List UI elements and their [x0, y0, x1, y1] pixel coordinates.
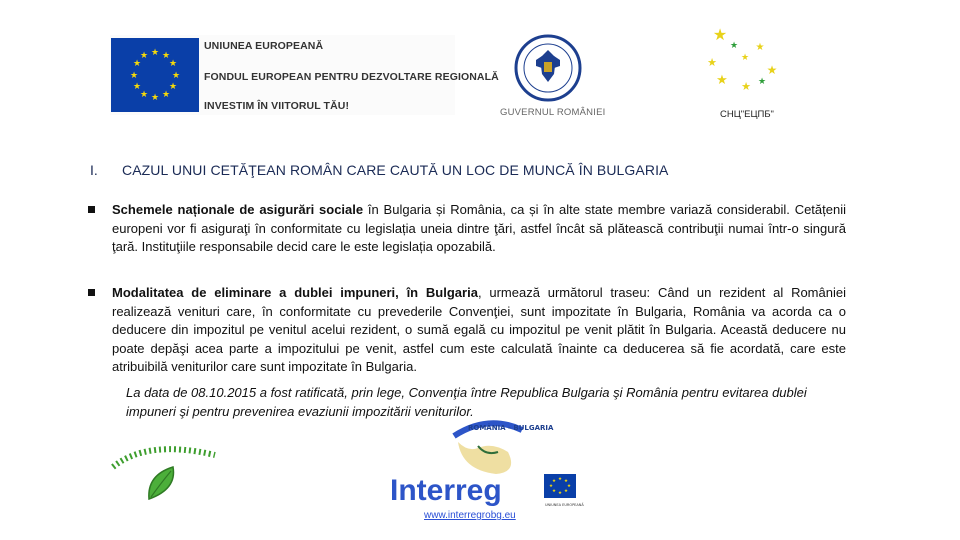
svg-text:★: ★ [139, 90, 149, 100]
bullet-social-insurance [88, 201, 846, 257]
svg-text:★: ★ [161, 51, 171, 61]
bullet-text [112, 284, 846, 377]
section-number: I. [90, 162, 98, 178]
svg-text:★: ★ [766, 63, 778, 77]
romanian-government-seal-icon [514, 34, 582, 102]
svg-text:★: ★ [557, 491, 563, 496]
interreg-website-link[interactable]: www.interregrobg.eu [424, 510, 516, 521]
svg-text:★: ★ [551, 479, 557, 484]
eu-line-union: UNIUNEA EUROPEANĂ [204, 40, 324, 52]
bullet-body: în Bulgaria și România, ca și în alte state membre variază considerabil. Cetățenii europeni vor fi asiguraţi în conformitate cu legislația uneia dintre ţări, astfel încât să plătească contribuţii numai într-o singură ţară. Instituţiile responsabile decid care le este legislația opozabilă. [112, 202, 847, 254]
interreg-logo [388, 412, 586, 512]
snc-stars-logo-icon [700, 24, 785, 104]
eu-flag-icon [111, 38, 199, 112]
svg-text:★: ★ [171, 71, 181, 81]
svg-text:★: ★ [551, 489, 557, 494]
square-bullet-icon [88, 206, 95, 213]
bullet-bold: Modalitatea de eliminare a dublei impuneri, în Bulgaria [112, 285, 478, 300]
svg-text:★: ★ [557, 477, 563, 482]
svg-text:★: ★ [707, 56, 717, 69]
svg-text:★: ★ [132, 82, 142, 92]
government-caption: GUVERNUL ROMÂNIEI [500, 107, 606, 118]
eu-line-slogan: INVESTIM ÎN VIITORUL TĂU! [204, 100, 350, 112]
eu-line-fund: FONDUL EUROPEAN PENTRU DEZVOLTARE REGIONALĂ [204, 71, 499, 83]
svg-text:★: ★ [168, 82, 178, 92]
svg-text:★: ★ [716, 73, 728, 88]
svg-text:★: ★ [757, 77, 767, 87]
svg-text:★: ★ [150, 93, 160, 103]
bullet-bold: Schemele naționale de asigurări sociale [112, 202, 364, 217]
svg-text:★: ★ [755, 42, 765, 53]
ratification-note: La data de 08.10.2015 a fost ratificată, prin lege, Convenţia între Republica Bulgaria şi România pentru evitarea dublei impuneri şi pentru prevenirea evaziunii impozitării veniturilor. [126, 385, 807, 419]
svg-text:★: ★ [150, 48, 160, 58]
eu-small-caption: UNIUNEA EUROPEANĂ [545, 503, 584, 507]
svg-text:★: ★ [740, 53, 750, 63]
snc-label: СНЦ"ЕЦПБ" [720, 109, 774, 120]
svg-text:★: ★ [168, 59, 178, 69]
svg-text:★: ★ [129, 71, 139, 81]
section-heading: CAZUL UNUI CETĂŢEAN ROMÂN CARE CAUTĂ UN LOC DE MUNCĂ ÎN BULGARIA [122, 162, 669, 178]
svg-text:★: ★ [566, 484, 572, 489]
svg-text:★: ★ [729, 41, 739, 51]
bullet-double-taxation [88, 284, 846, 377]
romania-bulgaria-label: ROMÂNIA - BULGARIA [468, 424, 554, 432]
svg-text:★: ★ [132, 59, 142, 69]
association-leaf-logo-icon [107, 437, 219, 503]
svg-text:★: ★ [741, 80, 751, 93]
svg-text:★: ★ [563, 479, 569, 484]
svg-text:★: ★ [161, 90, 171, 100]
svg-text:★: ★ [548, 484, 554, 489]
bullet-text [112, 201, 846, 257]
square-bullet-icon [88, 289, 95, 296]
svg-text:★: ★ [712, 25, 728, 44]
bullet-body: , urmează următorul traseu: Când un rezident al României realizează venituri care, în conformitate cu prevederile Convenţiei, sunt impozitate în Bulgaria, România va acorda ca o deducere din impozitul pe venitul acelui rezident, o sumă egală cu impozitul pe venit plătit în Bulgaria. Această deducere nu poate depăşi acea parte a impozitului pe venit, astfel cum este calculată înainte ca deducerea să fie acordată, care este atribuibilă veniturilor care sunt impozitate în Bulgaria. [112, 285, 846, 374]
svg-text:★: ★ [563, 489, 569, 494]
interreg-wordmark: Interreg [390, 474, 502, 507]
svg-text:★: ★ [139, 51, 149, 61]
